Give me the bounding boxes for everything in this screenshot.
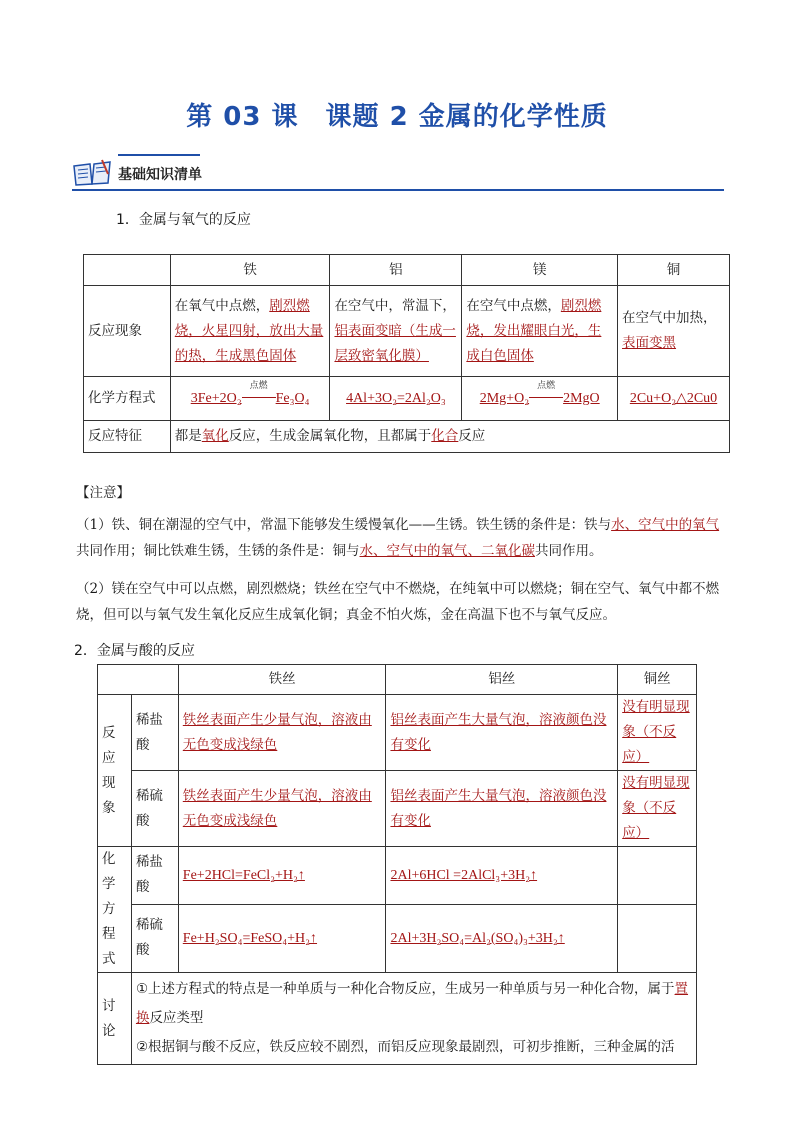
corner-cell-2: [98, 665, 179, 695]
row-label-phenomenon: 反应现象: [84, 286, 171, 377]
note-1: （1）铁、铜在潮湿的空气中，常温下能够发生缓慢氧化——生锈。铁生锈的条件是：铁与水、空气中的氧气共同作用；铜比铁难生锈，生锈的条件是：铜与水、空气中的氧气、二氧化碳共同作用。: [76, 517, 720, 559]
page-title: 第 03 课 课题 2 金属的化学性质: [186, 102, 608, 132]
section-label: 基础知识清单: [118, 167, 202, 183]
fe-phenomenon: 在氧气中点燃，剧烈燃烧，火星四射，放出大量的热，生成黑色固体: [170, 286, 330, 377]
part1-heading: 1．金属与氧气的反应: [116, 212, 251, 228]
al-h2so4-equation: 2Al+3H₂SO₄=Al₂(SO₄)₃+3H₂↑: [386, 904, 618, 972]
al-hcl-phenomenon: 铝丝表面产生大量气泡，溶液颜色没有变化: [386, 695, 618, 771]
col-mg: 镁: [462, 255, 618, 286]
fe-hcl-phenomenon: 铁丝表面产生少量气泡，溶液由无色变成浅绿色: [178, 695, 386, 771]
oxygen-reaction-table: [83, 254, 730, 453]
row-label-phenomenon-2: 反应现象: [98, 695, 132, 847]
row-label-discussion: 讨论: [98, 973, 132, 1065]
cu-hcl-equation: [618, 847, 697, 905]
note-2: （2）镁在空气中可以点燃，剧烈燃烧；铁丝在空气中不燃烧，在纯氧中可以燃烧；铜在空气、氧气中都不燃烧，但可以与氧气发生氧化反应生成氧化铜；真金不怕火炼，金在高温下也不与氧气反应。: [76, 581, 720, 623]
section-header: [72, 152, 724, 192]
al-phenomenon: 在空气中，常温下，铝表面变暗（生成一层致密氧化膜）: [330, 286, 462, 377]
col-al-wire: 铝丝: [386, 665, 618, 695]
mg-phenomenon: 在空气中点燃，剧烈燃烧，发出耀眼白光，生成白色固体: [462, 286, 618, 377]
row-label-equation: 化学方程式: [84, 377, 171, 421]
cu-equation: 2Cu+O₂△2Cu0: [618, 377, 730, 421]
acid-hcl-label: 稀盐酸: [131, 695, 178, 771]
acid-hcl-label-2: 稀盐酸: [131, 847, 178, 905]
row-label-feature: 反应特征: [84, 421, 171, 453]
al-h2so4-phenomenon: 铝丝表面产生大量气泡，溶液颜色没有变化: [386, 771, 618, 847]
fe-h2so4-phenomenon: 铁丝表面产生少量气泡，溶液由无色变成浅绿色: [178, 771, 386, 847]
acid-reaction-table: [97, 664, 697, 1065]
cu-h2so4-equation: [618, 904, 697, 972]
col-al: 铝: [330, 255, 462, 286]
col-fe: 铁: [170, 255, 330, 286]
note-title: 【注意】: [76, 485, 130, 501]
part2-heading: 2．金属与酸的反应: [74, 643, 195, 659]
header-top-rule: [118, 154, 200, 156]
corner-cell: [84, 255, 171, 286]
header-bottom-rule: [72, 189, 724, 191]
acid-h2so4-label: 稀硫酸: [131, 771, 178, 847]
row-label-equation-2: 化学方程式: [98, 847, 132, 973]
fe-equation: 3Fe+2O₂ 点燃 Fe₃O₄: [170, 377, 330, 421]
open-book-icon: [72, 158, 112, 188]
feature-cell: 都是氧化反应，生成金属氧化物，且都属于化合反应: [170, 421, 729, 453]
fe-hcl-equation: Fe+2HCl=FeCl₂+H₂↑: [178, 847, 386, 905]
al-equation: 4Al+3O₂=2Al₂O₃: [330, 377, 462, 421]
mg-equation: 2Mg+O₂ 点燃 2MgO: [462, 377, 618, 421]
al-hcl-equation: 2Al+6HCl =2AlCl₃+3H₂↑: [386, 847, 618, 905]
discussion-cell: ①上述方程式的特点是一种单质与一种化合物反应，生成另一种单质与另一种化合物，属于置换反应类型 ②根据铜与酸不反应，铁反应较不剧烈，而铝反应现象最剧烈，可初步推断，三种金属的活: [131, 973, 696, 1065]
fe-h2so4-equation: Fe+H₂SO₄=FeSO₄+H₂↑: [178, 904, 386, 972]
col-cu-wire: 铜丝: [618, 665, 697, 695]
col-cu: 铜: [618, 255, 730, 286]
cu-hcl-phenomenon: 没有明显现象（不反应）: [618, 695, 697, 771]
cu-phenomenon: 在空气中加热，表面变黑: [618, 286, 730, 377]
cu-h2so4-phenomenon: 没有明显现象（不反应）: [618, 771, 697, 847]
acid-h2so4-label-2: 稀硫酸: [131, 904, 178, 972]
col-fe-wire: 铁丝: [178, 665, 386, 695]
